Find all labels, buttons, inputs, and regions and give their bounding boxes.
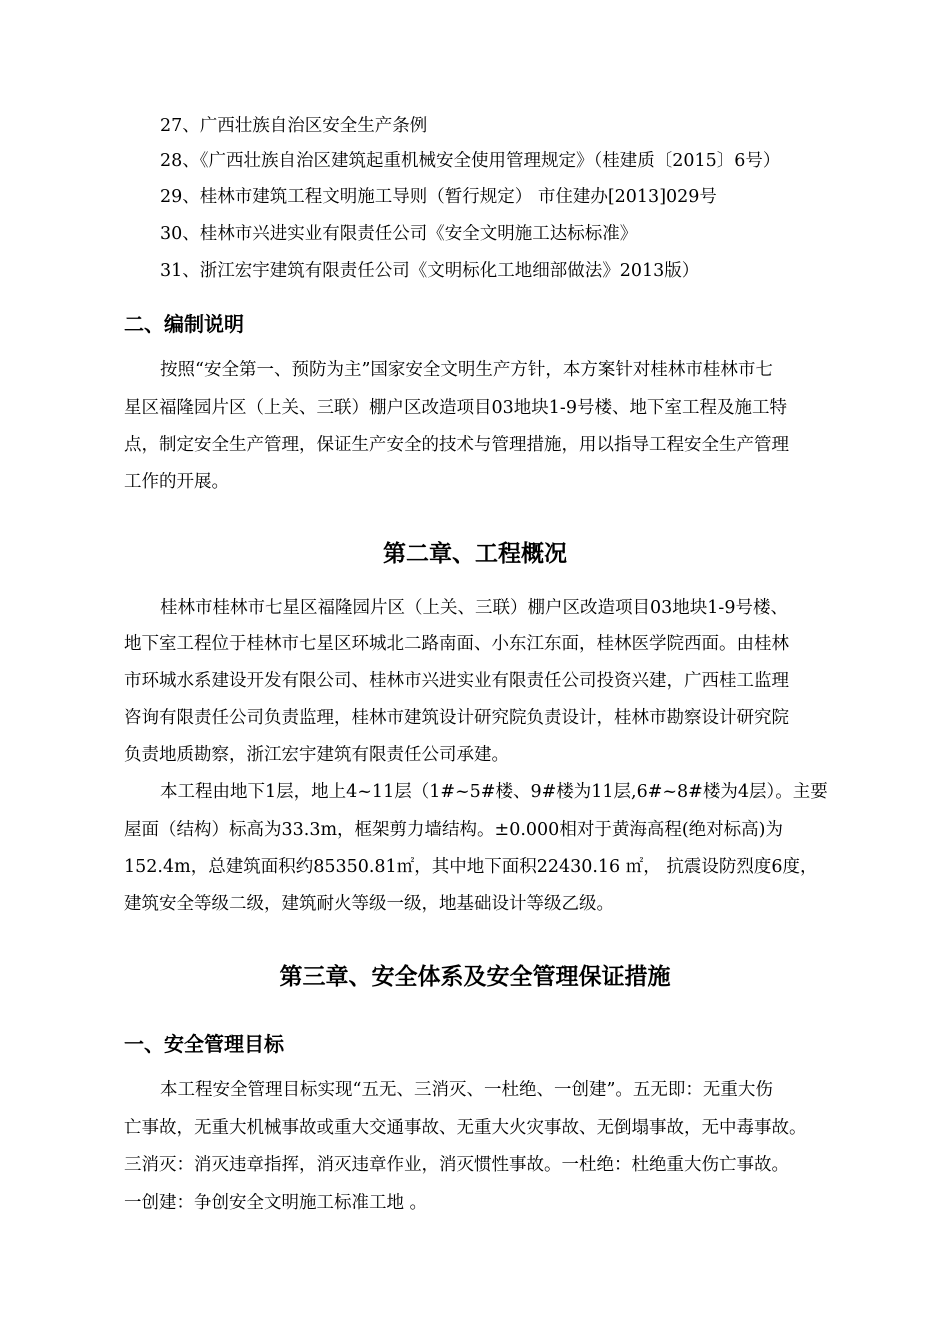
paragraph-line: 亡事故，无重大机械事故或重大交通事故、无重大火灾事故、无倒塌事故，无中毒事故。 xyxy=(124,1118,807,1138)
section-heading-safety-goal: 一、安全管理目标 xyxy=(124,1032,284,1056)
paragraph-line: 按照“安全第一、预防为主”国家安全文明生产方针，本方案针对桂林市桂林市七 xyxy=(160,360,773,380)
reference-item-27: 27、广西壮族自治区安全生产条例 xyxy=(160,116,428,136)
paragraph-line: 152.4m，总建筑面积约85350.81㎡，其中地下面积22430.16 ㎡， 抗震设防烈度6度， xyxy=(124,857,818,877)
paragraph-line: 负责地质勘察，浙江宏宇建筑有限责任公司承建。 xyxy=(124,745,509,765)
section-heading-compile: 二、编制说明 xyxy=(124,312,244,336)
reference-item-31: 31、浙江宏宇建筑有限责任公司《文明标化工地细部做法》2013版） xyxy=(160,261,700,281)
paragraph-line: 屋面（结构）标高为33.3m，框架剪力墙结构。±0.000相对于黄海高程(绝对标高)为 xyxy=(124,820,783,840)
paragraph-line: 三消灭：消灭违章指挥，消灭违章作业，消灭惯性事故。一杜绝：杜绝重大伤亡事故。 xyxy=(124,1155,789,1175)
reference-item-29: 29、桂林市建筑工程文明施工导则（暂行规定） 市住建办[2013]029号 xyxy=(160,187,717,207)
paragraph-line: 市环城水系建设开发有限公司、桂林市兴进实业有限责任公司投资兴建，广西桂工监理 xyxy=(124,671,789,691)
paragraph-line: 咨询有限责任公司负责监理，桂林市建筑设计研究院负责设计，桂林市勘察设计研究院 xyxy=(124,708,789,728)
chapter-title-2: 第二章、工程概况 xyxy=(383,541,567,567)
paragraph-line: 地下室工程位于桂林市七星区环城北二路南面、小东江东面，桂林医学院西面。由桂林 xyxy=(124,634,789,654)
paragraph-line: 本工程安全管理目标实现“五无、三消灭、一杜绝、一创建”。五无即：无重大伤 xyxy=(160,1080,773,1100)
paragraph-line: 星区福隆园片区（上关、三联）棚户区改造项目03地块1-9号楼、地下室工程及施工特 xyxy=(124,398,787,418)
paragraph-line: 一创建：争创安全文明施工标准工地 。 xyxy=(124,1193,428,1213)
reference-item-30: 30、桂林市兴进实业有限责任公司《安全文明施工达标标准》 xyxy=(160,224,638,244)
paragraph-line: 点，制定安全生产管理，保证生产安全的技术与管理措施，用以指导工程安全生产管理 xyxy=(124,435,789,455)
paragraph-line: 桂林市桂林市七星区福隆园片区（上关、三联）棚户区改造项目03地块1-9号楼、 xyxy=(160,598,788,618)
paragraph-line: 建筑安全等级二级，建筑耐火等级一级，地基础设计等级乙级。 xyxy=(124,894,614,914)
chapter-title-3: 第三章、安全体系及安全管理保证措施 xyxy=(279,964,671,990)
paragraph-line: 工作的开展。 xyxy=(124,472,229,492)
reference-item-28: 28、《广西壮族自治区建筑起重机械安全使用管理规定》（桂建质〔2015〕6号） xyxy=(160,151,781,171)
paragraph-line: 本工程由地下1层，地上4~11层（1#~5#楼、9#楼为11层,6#~8#楼为4层）。主要 xyxy=(160,782,828,802)
